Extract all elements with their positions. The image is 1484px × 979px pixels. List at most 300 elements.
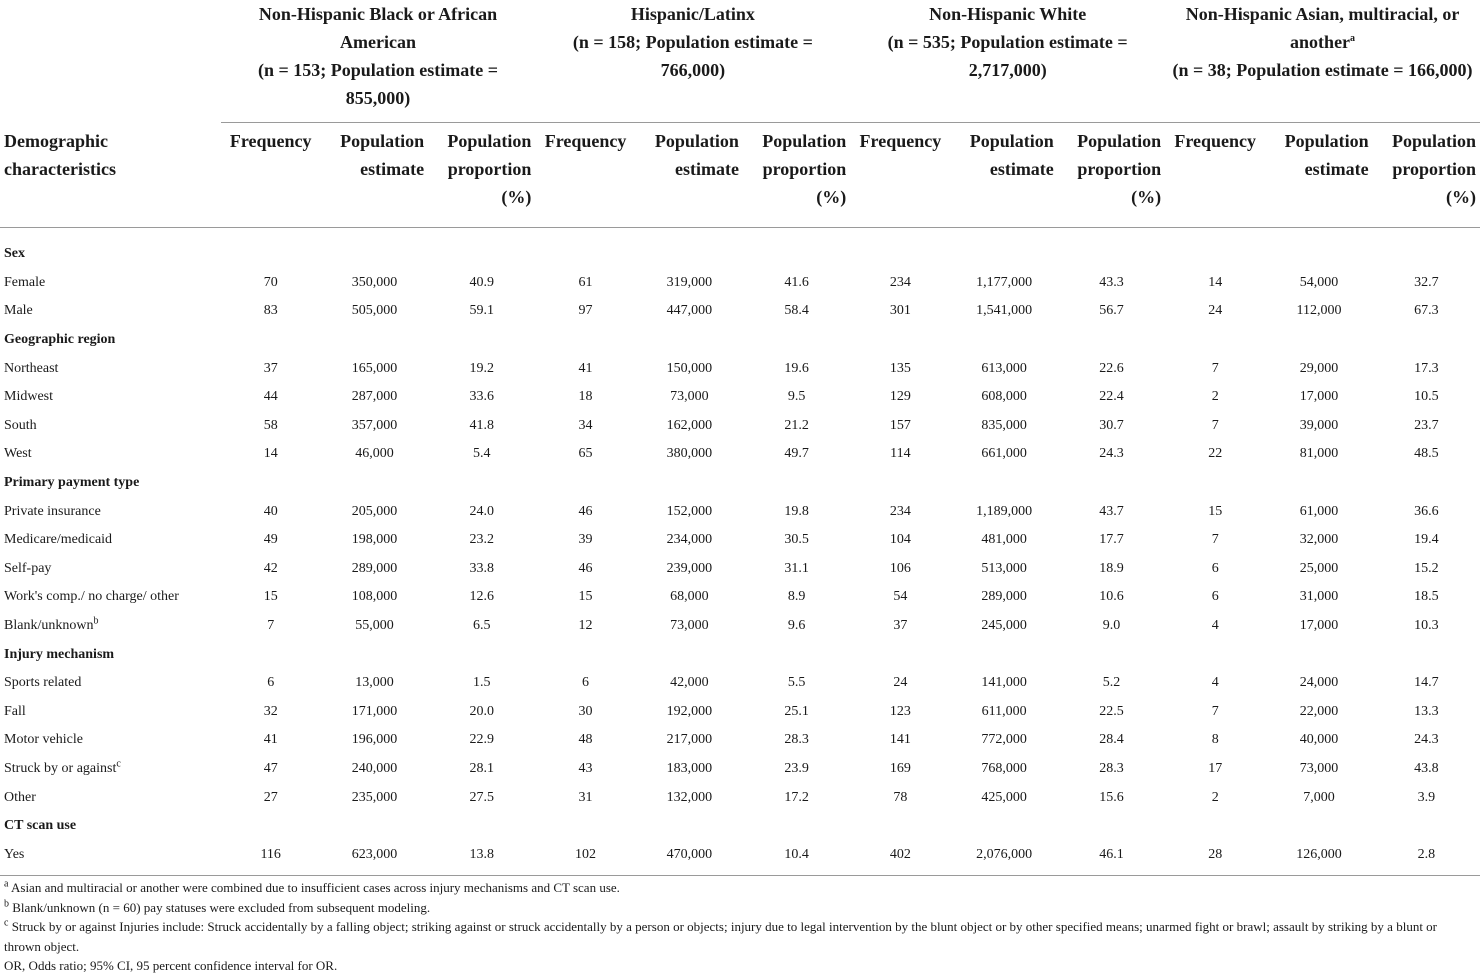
cell-value: 15.6: [1099, 789, 1124, 805]
sub-column-header: Population proportion (%): [1373, 123, 1480, 228]
group-n-line: (n = 158; Population estimate = 766,000): [572, 32, 813, 80]
group-header-row: [0, 0, 1480, 123]
cell-value: 611,000: [981, 703, 1027, 719]
section-title: Primary payment type: [4, 475, 140, 491]
table-row: [0, 497, 1480, 526]
cell-value: 165,000: [351, 360, 398, 376]
cell-value: 23.7: [1414, 417, 1439, 433]
cell-value: 13,000: [355, 675, 394, 691]
cell-value: 28.1: [469, 760, 495, 776]
section-title: CT scan use: [4, 818, 77, 834]
row-label-text: Blank/unknown: [4, 618, 94, 634]
footnotes: [4, 878, 1474, 976]
row-label-text: Motor vehicle: [4, 732, 83, 748]
cell-value: 41.6: [784, 274, 809, 290]
cell-value: 6.5: [473, 618, 491, 634]
group-n-line: (n = 38; Population estimate = 166,000): [1172, 60, 1473, 80]
cell-value: 61,000: [1299, 503, 1339, 519]
cell-value: 37: [263, 360, 278, 376]
cell-value: 14: [263, 446, 278, 462]
cell-value: 73,000: [1299, 760, 1339, 776]
cell-value: 28: [1165, 840, 1265, 875]
cell-value: 31.1: [784, 560, 809, 576]
cell-value: 9.0: [1102, 618, 1121, 634]
cell-value: 196,000: [351, 732, 398, 748]
cell-value: 19.6: [784, 360, 809, 376]
cell-value: 97: [578, 303, 593, 319]
row-label: [0, 783, 221, 812]
footnote-text: Blank/unknown (n = 60) pay statuses were excluded from subsequent modeling.: [12, 899, 431, 915]
row-label-text: Self-pay: [4, 560, 52, 576]
group-n-line: (n = 535; Population estimate = 2,717,000): [887, 32, 1128, 80]
cell-value: 114: [890, 446, 911, 462]
table-row: [0, 297, 1480, 326]
section-row: [0, 228, 1480, 269]
cell-value: 33.6: [469, 389, 495, 405]
row-label: [0, 755, 221, 784]
row-label: [0, 726, 221, 755]
row-label-text: West: [4, 446, 32, 462]
cell-value: 141,000: [981, 675, 1027, 691]
cell-value: 59.1: [469, 303, 495, 319]
row-label-text: Struck by or against: [4, 760, 117, 776]
cell-value: 5.4: [473, 446, 491, 462]
cell-value: 171,000: [351, 703, 398, 719]
group-name: Hispanic/Latinx: [630, 4, 755, 24]
cell-value: 513,000: [981, 560, 1027, 576]
sub-column-header: Population proportion (%): [428, 123, 535, 228]
sub-column-header: Population estimate: [636, 123, 743, 228]
cell-value: 17.2: [784, 789, 809, 805]
footnote: [4, 898, 1474, 918]
cell-value: 29,000: [1299, 360, 1339, 376]
cell-value: 150,000: [666, 360, 713, 376]
cell-value: 217,000: [666, 732, 713, 748]
cell-value: 24: [1208, 303, 1223, 319]
cell-value: 350,000: [351, 274, 398, 290]
cell-value: 8.9: [787, 589, 806, 605]
row-label-text: Female: [4, 274, 46, 290]
cell-value: 15.2: [1414, 560, 1439, 576]
section-title: Injury mechanism: [4, 646, 115, 662]
cell-value: 447,000: [666, 303, 713, 319]
cell-value: 19.2: [469, 360, 495, 376]
cell-value: 123: [889, 703, 911, 719]
cell-value: 23.2: [469, 532, 495, 548]
cell-value: 135: [889, 360, 911, 376]
cell-value: 28.3: [1099, 760, 1124, 776]
cell-value: 183,000: [666, 760, 713, 776]
cell-value: 470,000: [636, 840, 743, 875]
cell-value: 58.4: [784, 303, 809, 319]
group-header: [850, 0, 1165, 123]
cell-value: 18.5: [1414, 589, 1439, 605]
row-label-text: Midwest: [4, 389, 53, 405]
cell-value: 126,000: [1265, 840, 1372, 875]
cell-value: 44: [263, 389, 278, 405]
row-label: [0, 698, 221, 727]
row-label: [0, 412, 221, 441]
group-header: [535, 0, 850, 123]
footnote-text: OR, Odds ratio; 95% CI, 95 percent confidence interval for OR.: [4, 958, 338, 973]
cell-value: 14.7: [1414, 675, 1439, 691]
footnote-mark: c: [4, 917, 9, 929]
table-row: [0, 583, 1480, 612]
cell-value: 7: [267, 618, 275, 634]
cell-value: 6: [267, 675, 275, 691]
row-label: [0, 354, 221, 383]
row-label: [0, 612, 221, 641]
cell-value: 240,000: [351, 760, 398, 776]
table-row: [0, 612, 1480, 641]
footnote-text: Struck by or against Injuries include: Struck accidentally by a falling object; striking against or struck accidentally by a person or objects; injury due to legal intervention by the blunt object or by other specified means; unarmed fight or brawl; assault by striking by a blunt or thrown object.: [4, 919, 1438, 954]
cell-value: 73,000: [670, 389, 709, 405]
group-n-line: (n = 153; Population estimate = 855,000): [257, 60, 498, 108]
cell-value: 19.4: [1414, 532, 1439, 548]
cell-value: 10.3: [1414, 618, 1439, 634]
table-row: [0, 526, 1480, 555]
cell-value: 17.7: [1099, 532, 1124, 548]
cell-value: 2.8: [1373, 840, 1480, 875]
footnote-mark: b: [4, 898, 9, 910]
row-label: [0, 669, 221, 698]
row-label: [0, 269, 221, 298]
cell-value: 1.5: [473, 675, 491, 691]
cell-value: 4: [1211, 618, 1219, 634]
group-name: Non-Hispanic Asian, multiracial, or another: [1185, 4, 1460, 52]
superscript-mark: b: [93, 615, 99, 627]
cell-value: 33.8: [469, 560, 495, 576]
cell-value: 28.3: [784, 732, 809, 748]
cell-value: 19.8: [784, 503, 809, 519]
sub-column-header: Population estimate: [321, 123, 428, 228]
cell-value: 319,000: [666, 274, 713, 290]
table-row: [0, 783, 1480, 812]
cell-value: 357,000: [351, 417, 398, 433]
table-row: [0, 755, 1480, 784]
cell-value: 54: [893, 589, 908, 605]
cell-value: 24,000: [1299, 675, 1339, 691]
cell-value: 10.5: [1414, 389, 1439, 405]
cell-value: 6: [1211, 589, 1219, 605]
row-label-text: Fall: [4, 703, 26, 719]
cell-value: 68,000: [670, 589, 709, 605]
cell-value: 22.5: [1099, 703, 1124, 719]
group-header: [221, 0, 536, 123]
cell-value: 22.6: [1099, 360, 1124, 376]
row-label: [0, 383, 221, 412]
cell-value: 36.6: [1414, 503, 1439, 519]
cell-value: 1,541,000: [976, 303, 1033, 319]
section-title: Sex: [4, 246, 25, 262]
cell-value: 20.0: [469, 703, 495, 719]
section-row: [0, 812, 1480, 841]
cell-value: 768,000: [981, 760, 1027, 776]
footnote: [4, 878, 1474, 898]
cell-value: 192,000: [666, 703, 713, 719]
cell-value: 245,000: [981, 618, 1027, 634]
sub-column-header: Frequency: [221, 123, 321, 228]
row-label: [0, 497, 221, 526]
cell-value: 17: [1208, 760, 1223, 776]
cell-value: 24.3: [1099, 446, 1124, 462]
cell-value: 73,000: [670, 618, 709, 634]
footnote-text: Asian and multiracial or another were combined due to insufficient cases across injury mechanisms and CT scan use.: [11, 880, 620, 895]
cell-value: 239,000: [666, 560, 713, 576]
cell-value: 41: [263, 732, 278, 748]
cell-value: 129: [889, 389, 911, 405]
cell-value: 46,000: [355, 446, 394, 462]
cell-value: 7,000: [1303, 789, 1335, 805]
footnote-mark: a: [4, 878, 9, 890]
cell-value: 5.5: [787, 675, 806, 691]
cell-value: 42,000: [670, 675, 709, 691]
cell-value: 6: [582, 675, 590, 691]
cell-value: 1,177,000: [976, 274, 1033, 290]
table-row: [0, 698, 1480, 727]
cell-value: 15: [578, 589, 593, 605]
row-label: [0, 583, 221, 612]
cell-value: 43.8: [1414, 760, 1439, 776]
cell-value: 81,000: [1299, 446, 1339, 462]
table-header: [0, 0, 1480, 228]
cell-value: 505,000: [351, 303, 398, 319]
sub-column-header: Frequency: [535, 123, 635, 228]
cell-value: 7: [1211, 360, 1219, 376]
table-row: [0, 269, 1480, 298]
cell-value: 22,000: [1299, 703, 1339, 719]
cell-value: 70: [263, 274, 278, 290]
cell-value: 380,000: [666, 446, 713, 462]
cell-value: 46.1: [1058, 840, 1165, 875]
cell-value: 48.5: [1414, 446, 1439, 462]
row-label: [0, 440, 221, 469]
cell-value: 14: [1208, 274, 1223, 290]
cell-value: 12.6: [469, 589, 495, 605]
cell-value: 7: [1211, 532, 1219, 548]
sub-column-header: Population proportion (%): [1058, 123, 1165, 228]
cell-value: 39: [578, 532, 593, 548]
cell-value: 32: [263, 703, 278, 719]
cell-value: 25.1: [784, 703, 809, 719]
section-row: [0, 640, 1480, 669]
row-label-header: Demographic characteristics: [0, 123, 221, 228]
cell-value: 49.7: [784, 446, 809, 462]
cell-value: 198,000: [351, 532, 398, 548]
cell-value: 21.2: [784, 417, 809, 433]
cell-value: 22.4: [1099, 389, 1124, 405]
cell-value: 2: [1211, 389, 1219, 405]
cell-value: 67.3: [1414, 303, 1439, 319]
cell-value: 102: [535, 840, 635, 875]
cell-value: 23.9: [784, 760, 809, 776]
cell-value: 112,000: [1296, 303, 1342, 319]
cell-value: 42: [263, 560, 278, 576]
table-row: [0, 440, 1480, 469]
superscript-mark: c: [116, 758, 121, 770]
table-row: [0, 354, 1480, 383]
cell-value: 24.0: [469, 503, 495, 519]
cell-value: 32.7: [1414, 274, 1439, 290]
cell-value: 43: [578, 760, 593, 776]
row-label-text: Medicare/medicaid: [4, 532, 113, 548]
cell-value: 425,000: [981, 789, 1027, 805]
cell-value: 9.6: [787, 618, 806, 634]
cell-value: 47: [263, 760, 278, 776]
cell-value: 43.3: [1099, 274, 1124, 290]
sub-column-header: Population estimate: [951, 123, 1058, 228]
cell-value: 7: [1211, 703, 1219, 719]
cell-value: 58: [263, 417, 278, 433]
cell-value: 39,000: [1299, 417, 1339, 433]
cell-value: 17,000: [1299, 389, 1339, 405]
cell-value: 162,000: [666, 417, 713, 433]
group-header: [1165, 0, 1480, 123]
sub-column-header: Population proportion (%): [743, 123, 850, 228]
cell-value: 10.4: [743, 840, 850, 875]
cell-value: 78: [893, 789, 908, 805]
cell-value: 27.5: [469, 789, 495, 805]
cell-value: 30.7: [1099, 417, 1124, 433]
cell-value: 40,000: [1299, 732, 1339, 748]
row-label-text: Sports related: [4, 675, 82, 691]
cell-value: 40: [263, 503, 278, 519]
cell-value: 287,000: [351, 389, 398, 405]
cell-value: 18: [578, 389, 593, 405]
cell-value: 402: [850, 840, 950, 875]
row-label: [0, 526, 221, 555]
cell-value: 18.9: [1099, 560, 1124, 576]
cell-value: 141: [889, 732, 911, 748]
sub-column-header: Frequency: [850, 123, 950, 228]
cell-value: 15: [1208, 503, 1223, 519]
cell-value: 623,000: [321, 840, 428, 875]
cell-value: 40.9: [469, 274, 495, 290]
sub-column-header: Frequency: [1165, 123, 1265, 228]
superscript-mark: a: [1350, 33, 1356, 44]
cell-value: 661,000: [981, 446, 1027, 462]
row-label-text: Work's comp./ no charge/ other: [4, 589, 179, 605]
cell-value: 13.3: [1414, 703, 1439, 719]
cell-value: 1,189,000: [976, 503, 1033, 519]
table-body: [0, 228, 1480, 876]
row-label: [0, 297, 221, 326]
cell-value: 10.6: [1099, 589, 1124, 605]
cell-value: 17,000: [1299, 618, 1339, 634]
table-row: [0, 726, 1480, 755]
cell-value: 17.3: [1414, 360, 1439, 376]
cell-value: 54,000: [1299, 274, 1339, 290]
cell-value: 116: [221, 840, 321, 875]
cell-value: 4: [1211, 675, 1219, 691]
cell-value: 234: [889, 274, 911, 290]
cell-value: 132,000: [666, 789, 713, 805]
cell-value: 46: [578, 503, 593, 519]
group-name: Non-Hispanic Black or African American: [258, 4, 498, 52]
footnote: [4, 956, 1474, 976]
cell-value: 772,000: [981, 732, 1027, 748]
cell-value: 8: [1211, 732, 1219, 748]
cell-value: 48: [578, 732, 593, 748]
row-label-text: Yes: [4, 846, 25, 862]
cell-value: 6: [1211, 560, 1219, 576]
cell-value: 24: [893, 675, 908, 691]
cell-value: 28.4: [1099, 732, 1124, 748]
row-label: [0, 840, 221, 875]
cell-value: 481,000: [981, 532, 1027, 548]
cell-value: 15: [263, 589, 278, 605]
cell-value: 13.8: [428, 840, 535, 875]
cell-value: 234,000: [666, 532, 713, 548]
cell-value: 41.8: [469, 417, 495, 433]
cell-value: 289,000: [981, 589, 1027, 605]
table-row: [0, 412, 1480, 441]
cell-value: 7: [1211, 417, 1219, 433]
row-label-text: Male: [4, 303, 33, 319]
cell-value: 22: [1208, 446, 1223, 462]
cell-value: 25,000: [1299, 560, 1339, 576]
cell-value: 31,000: [1299, 589, 1339, 605]
row-label-text: Northeast: [4, 360, 59, 376]
cell-value: 108,000: [351, 589, 398, 605]
row-label-text: Private insurance: [4, 503, 101, 519]
cell-value: 835,000: [981, 417, 1027, 433]
cell-value: 205,000: [351, 503, 398, 519]
row-label-text: Other: [4, 789, 36, 805]
sub-column-header: Population estimate: [1265, 123, 1372, 228]
cell-value: 104: [889, 532, 911, 548]
cell-value: 169: [889, 760, 911, 776]
cell-value: 106: [889, 560, 911, 576]
cell-value: 43.7: [1099, 503, 1124, 519]
cell-value: 65: [578, 446, 593, 462]
table-row: [0, 555, 1480, 584]
table-row: [0, 669, 1480, 698]
cell-value: 83: [263, 303, 278, 319]
row-label-text: South: [4, 417, 37, 433]
cell-value: 157: [889, 417, 911, 433]
table-row: [0, 383, 1480, 412]
cell-value: 34: [578, 417, 593, 433]
header-corner: [0, 0, 221, 123]
table-row: [0, 840, 1480, 875]
cell-value: 5.2: [1102, 675, 1121, 691]
section-row: [0, 326, 1480, 355]
cell-value: 152,000: [666, 503, 713, 519]
cell-value: 608,000: [981, 389, 1027, 405]
cell-value: 613,000: [981, 360, 1027, 376]
cell-value: 2,076,000: [951, 840, 1058, 875]
sub-header-row: [0, 123, 1480, 228]
cell-value: 30.5: [784, 532, 809, 548]
cell-value: 27: [263, 789, 278, 805]
cell-value: 301: [889, 303, 911, 319]
cell-value: 3.9: [1417, 789, 1436, 805]
cell-value: 234: [889, 503, 911, 519]
group-name: Non-Hispanic White: [929, 4, 1087, 24]
footnote: [4, 917, 1474, 956]
cell-value: 289,000: [351, 560, 398, 576]
cell-value: 31: [578, 789, 593, 805]
cell-value: 41: [578, 360, 593, 376]
cell-value: 30: [578, 703, 593, 719]
cell-value: 24.3: [1414, 732, 1439, 748]
cell-value: 12: [578, 618, 593, 634]
cell-value: 32,000: [1299, 532, 1339, 548]
cell-value: 22.9: [469, 732, 495, 748]
row-label: [0, 555, 221, 584]
cell-value: 46: [578, 560, 593, 576]
